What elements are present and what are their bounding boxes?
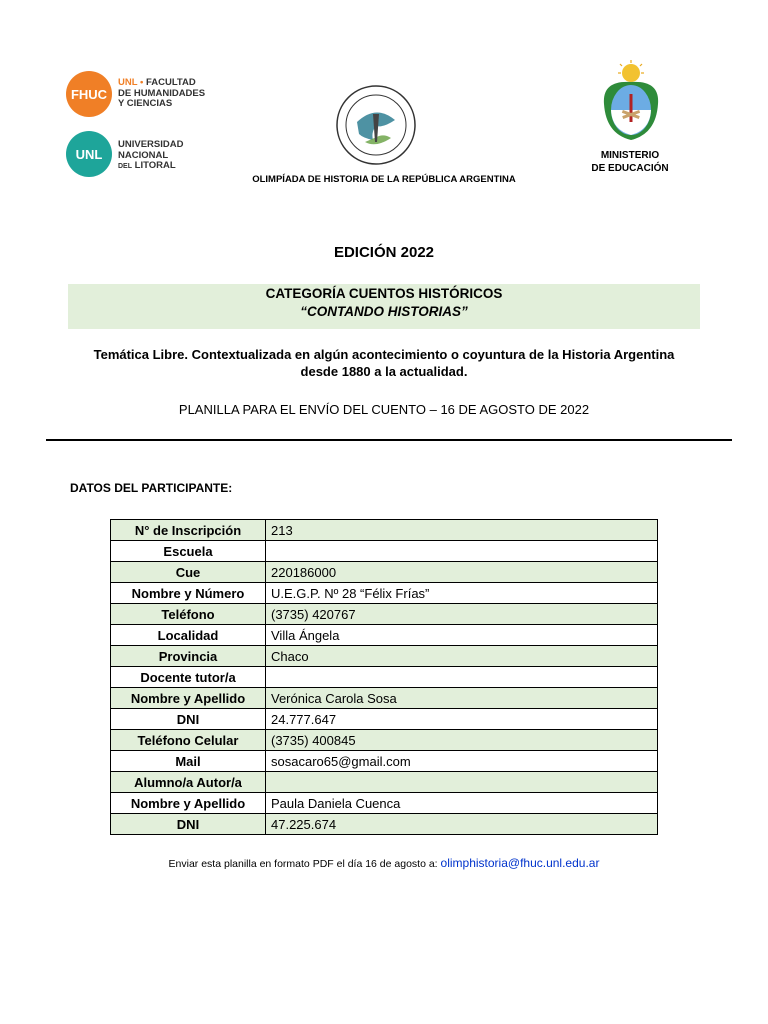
escudo-argentina-icon (598, 60, 664, 146)
fhuc-logo-line2: DE HUMANIDADES (118, 87, 206, 99)
unl-logo-line3: LITORAL (134, 160, 176, 171)
unl-logo-line1: UNIVERSIDAD (118, 139, 184, 150)
section-label: DATOS DEL PARTICIPANTE: (70, 481, 233, 495)
table-row (111, 541, 658, 562)
row-value (266, 772, 658, 793)
unl-logo-badge: UNL (66, 131, 112, 177)
row-value: Paula Daniela Cuenca (266, 793, 658, 814)
row-label: Nombre y Número (111, 583, 266, 604)
row-value: Chaco (266, 646, 658, 667)
table-row (111, 730, 658, 751)
row-label: Escuela (111, 541, 266, 562)
unl-logo-text (118, 140, 183, 173)
row-label: Docente tutor/a (111, 667, 266, 688)
horizontal-divider (46, 439, 732, 441)
participant-data-table (110, 519, 658, 835)
ministerio-label (560, 149, 700, 175)
table-row (111, 751, 658, 772)
row-value: Villa Ángela (266, 625, 658, 646)
fhuc-logo-text (118, 78, 205, 110)
olimpiada-seal-icon (335, 84, 417, 166)
theme-description: Temática Libre. Contextualizada en algún acontecimiento o coyuntura de la Historia Argentina desde 1880 a la actualidad. (93, 347, 675, 379)
row-label: DNI (111, 814, 266, 835)
row-label: Mail (111, 751, 266, 772)
row-label: Teléfono Celular (111, 730, 266, 751)
fhuc-logo-accent: UNL • (118, 77, 144, 88)
row-label: Nombre y Apellido (111, 688, 266, 709)
form-title: PLANILLA PARA EL ENVÍO DEL CUENTO – 16 DE AGOSTO DE 2022 (178, 402, 590, 417)
ministerio-line2: DE EDUCACIÓN (591, 163, 669, 174)
row-value: U.E.G.P. Nº 28 “Félix Frías” (266, 583, 658, 604)
table-row (111, 604, 658, 625)
row-label: Provincia (111, 646, 266, 667)
row-value: sosacaro65@gmail.com (266, 751, 658, 772)
table-row (111, 814, 658, 835)
category-subtitle: “CONTANDO HISTORIAS” (300, 304, 468, 319)
row-label: Cue (111, 562, 266, 583)
table-row (111, 583, 658, 604)
category-title: CATEGORÍA CUENTOS HISTÓRICOS (265, 286, 503, 301)
row-value: Verónica Carola Sosa (266, 688, 658, 709)
fhuc-logo-line3: Y CIENCIAS (118, 98, 173, 109)
ministerio-line1: MINISTERIO (600, 150, 660, 161)
fhuc-logo-line1: FACULTAD (145, 77, 196, 88)
row-label: Localidad (111, 625, 266, 646)
row-value: 47.225.674 (266, 814, 658, 835)
unl-logo-line3-prefix: DEL (118, 163, 132, 170)
row-label: Teléfono (111, 604, 266, 625)
row-value (266, 541, 658, 562)
footer-instructions (0, 856, 768, 870)
olimpiada-title: OLIMPÍADA DE HISTORIA DE LA REPÚBLICA ARGENTINA (252, 174, 516, 185)
row-value: 24.777.647 (266, 709, 658, 730)
edition-heading: EDICIÓN 2022 (333, 244, 435, 261)
unl-logo-line2: NACIONAL (118, 149, 169, 161)
table-row (111, 562, 658, 583)
table-row (111, 793, 658, 814)
row-value: (3735) 420767 (266, 604, 658, 625)
footer-email-link[interactable]: olimphistoria@fhuc.unl.edu.ar (440, 856, 600, 870)
table-row (111, 646, 658, 667)
table-row (111, 625, 658, 646)
footer-text: Enviar esta planilla en formato PDF el día 16 de agosto a: (168, 858, 438, 870)
row-value: (3735) 400845 (266, 730, 658, 751)
table-row (111, 520, 658, 541)
table-row (111, 667, 658, 688)
row-label: N° de Inscripción (111, 520, 266, 541)
table-row (111, 709, 658, 730)
row-label: DNI (111, 709, 266, 730)
table-row (111, 772, 658, 793)
row-value: 213 (266, 520, 658, 541)
fhuc-logo-badge: FHUC (66, 71, 112, 117)
row-label: Alumno/a Autor/a (111, 772, 266, 793)
row-label: Nombre y Apellido (111, 793, 266, 814)
row-value (266, 667, 658, 688)
category-banner (68, 284, 700, 329)
table-row (111, 688, 658, 709)
row-value: 220186000 (266, 562, 658, 583)
